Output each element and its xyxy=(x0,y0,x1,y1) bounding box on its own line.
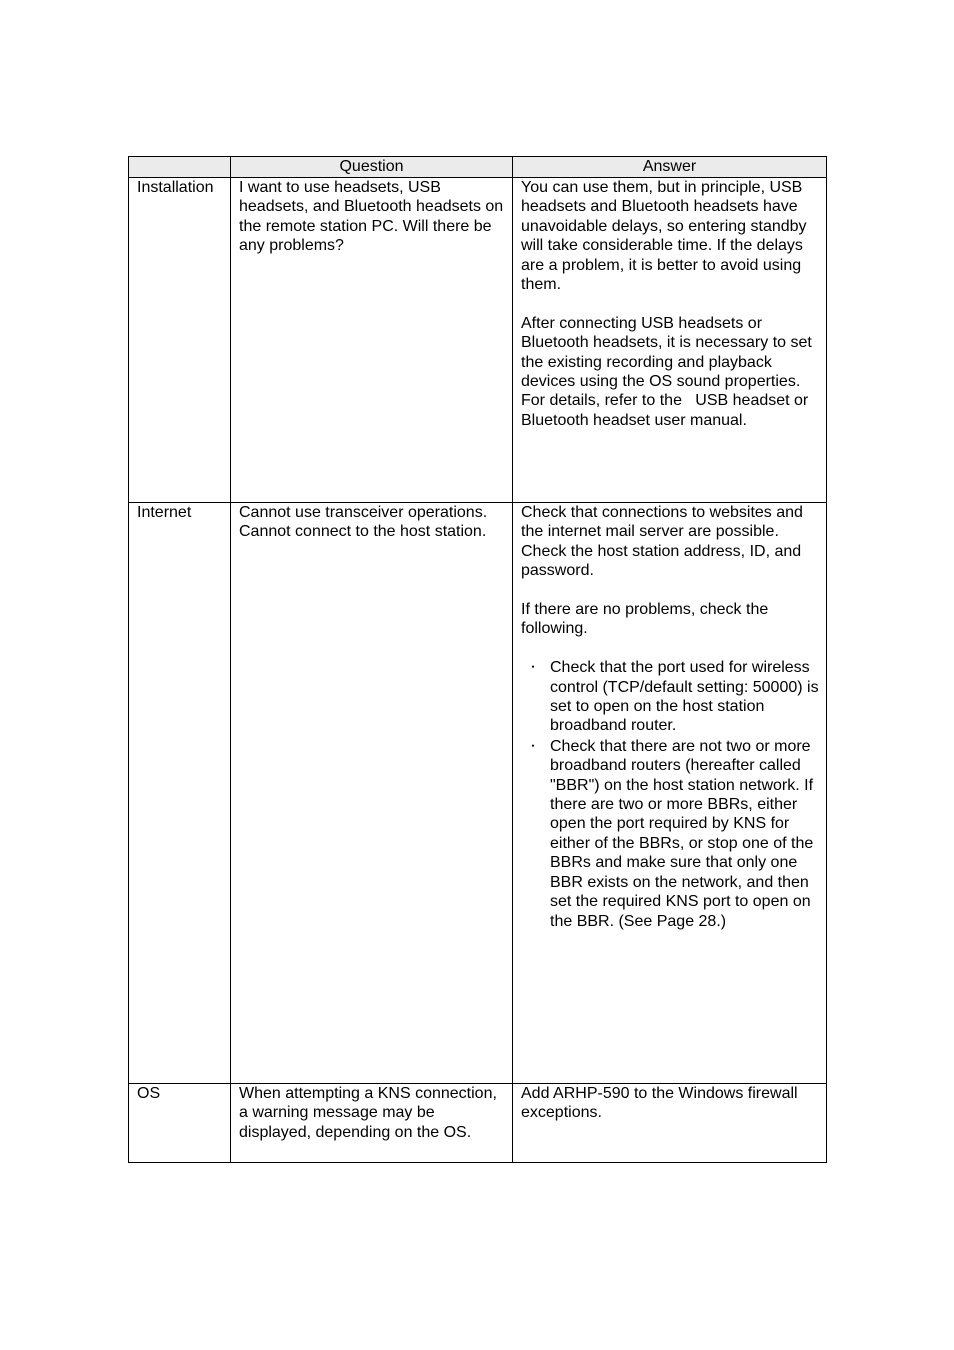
header-category xyxy=(129,157,231,178)
table-row-internet xyxy=(129,503,827,1084)
category-cell: Internet xyxy=(129,503,231,1084)
category-cell: OS xyxy=(129,1084,231,1163)
category-cell: Installation xyxy=(129,178,231,503)
answer-bullet-list xyxy=(521,658,819,931)
answer-paragraph: Check that connections to websites and the internet mail server are possible. Check the host station address, ID, and password. xyxy=(521,504,803,580)
faq-table xyxy=(128,156,827,1163)
answer-cell xyxy=(513,178,827,503)
answer-paragraph: You can use them, but in principle, USB headsets and Bluetooth headsets have unavoidable delays, so entering standby will take considerable time. If the delays are a problem, it is better to avoid using them. xyxy=(521,179,807,294)
bullet-text: Check that the port used for wireless control (TCP/default setting: 50000) is set to open on the host station broadband router. xyxy=(550,659,819,735)
answer-cell xyxy=(513,1084,827,1163)
table-header-row xyxy=(129,157,827,178)
question-cell: When attempting a KNS connection, a warning message may be displayed, depending on the OS. xyxy=(231,1084,513,1163)
answer-paragraph: Add ARHP-590 to the Windows firewall exceptions. xyxy=(521,1085,798,1122)
table-row-os xyxy=(129,1084,827,1163)
list-item xyxy=(521,658,819,736)
answer-paragraph: If there are no problems, check the following. xyxy=(521,601,769,638)
header-answer: Answer xyxy=(513,157,827,178)
question-cell: Cannot use transceiver operations. Cannot connect to the host station. xyxy=(231,503,513,1084)
header-question: Question xyxy=(231,157,513,178)
question-cell: I want to use headsets, USB headsets, and Bluetooth headsets on the remote station PC. Will there be any problems? xyxy=(231,178,513,503)
answer-cell xyxy=(513,503,827,1084)
list-item xyxy=(521,737,819,931)
answer-paragraph: After connecting USB headsets or Bluetooth headsets, it is necessary to set the existing recording and playback devices using the OS sound properties. For details, refer to the USB headset or Bluetooth headset user manual. xyxy=(521,314,812,429)
bullet-icon: ・ xyxy=(527,738,540,753)
bullet-text: Check that there are not two or more broadband routers (hereafter called "BBR") on the host station network. If there are two or more BBRs, either open the port required by KNS for either of the BBRs, or stop one of the BBRs and make sure that only one BBR exists on the network, and then set the required KNS port to open on the BBR. (See Page 28.) xyxy=(550,737,814,930)
bullet-icon: ・ xyxy=(527,660,540,675)
table-row-installation xyxy=(129,178,827,503)
